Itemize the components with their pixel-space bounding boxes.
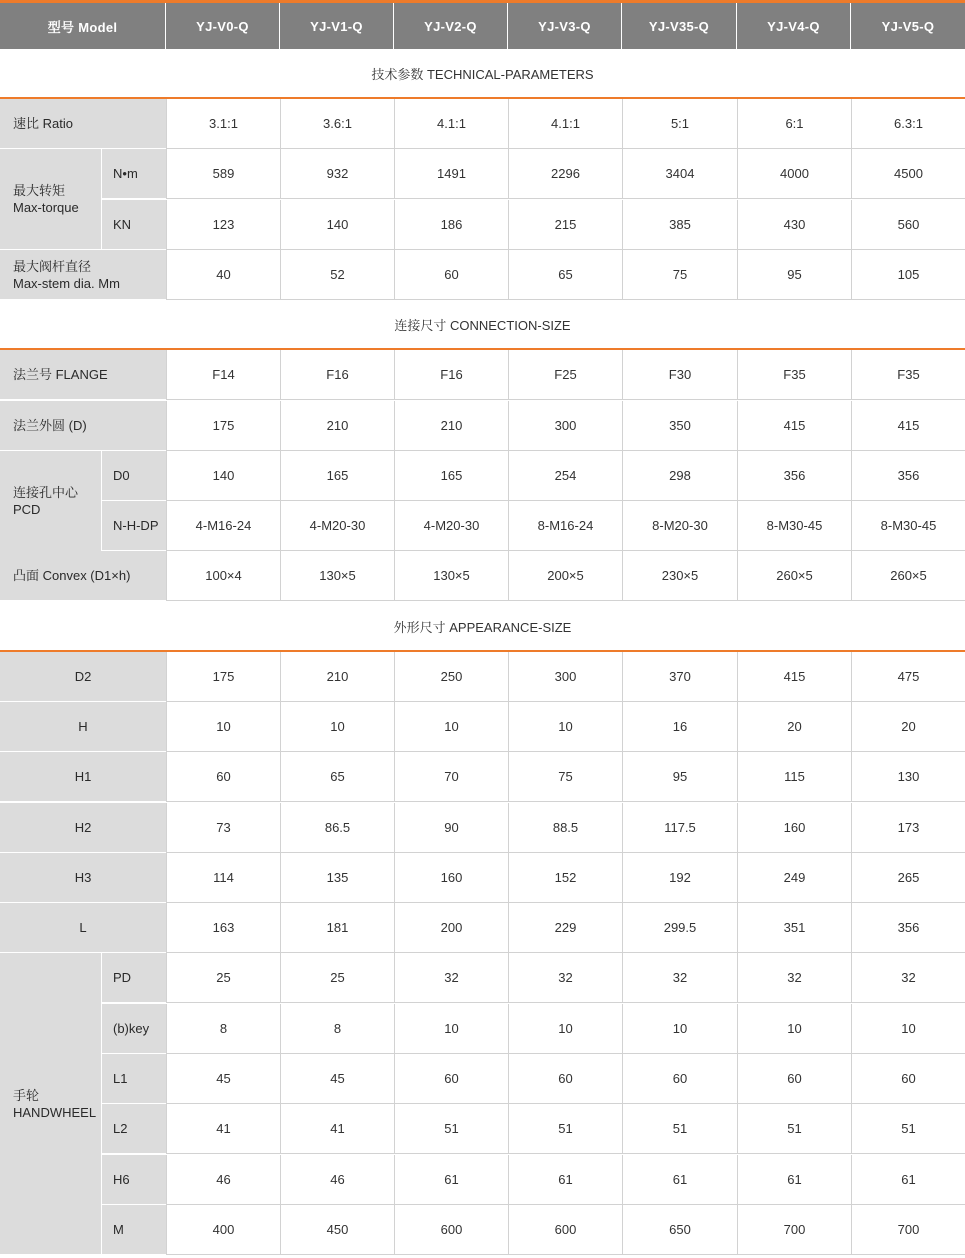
row-label-text: 速比 Ratio	[13, 116, 73, 131]
value-cell: 32	[394, 953, 508, 1003]
row-label-text: 法兰外圆 (D)	[13, 418, 87, 433]
value-cell: 8	[280, 1004, 394, 1054]
model-header: YJ-V5-Q	[851, 3, 965, 49]
value-cell: 173	[851, 803, 965, 853]
value-cell: 41	[166, 1104, 280, 1154]
row-label-text: 手轮	[13, 1087, 40, 1103]
value-cell: 46	[280, 1155, 394, 1205]
value-cell: 298	[622, 451, 737, 501]
value-cell: 32	[851, 953, 965, 1003]
row-label	[0, 752, 166, 802]
value-cell: 10	[166, 702, 280, 752]
model-header: YJ-V1-Q	[280, 3, 394, 49]
value-cell: 4-M20-30	[394, 501, 508, 551]
value-cell: 186	[394, 200, 508, 250]
value-cell: 4.1:1	[508, 99, 622, 149]
value-cell: 75	[622, 250, 737, 300]
value-cell: 650	[622, 1205, 737, 1255]
value-cell: 356	[851, 903, 965, 953]
value-cell: 356	[851, 451, 965, 501]
value-cell: 46	[166, 1155, 280, 1205]
value-cell: F30	[622, 350, 737, 400]
value-cell: 5:1	[622, 99, 737, 149]
row-sublabel: M	[101, 1205, 166, 1255]
value-cell: 249	[737, 853, 851, 903]
row-label-text: 法兰号 FLANGE	[13, 367, 108, 382]
value-cell: 250	[394, 652, 508, 702]
value-cell: 1491	[394, 149, 508, 199]
row-label	[0, 149, 101, 250]
value-cell: 210	[394, 401, 508, 451]
value-cell: 175	[166, 401, 280, 451]
row-label	[0, 853, 166, 903]
value-cell: 75	[508, 752, 622, 802]
value-cell: 95	[737, 250, 851, 300]
row-sublabel: L2	[101, 1104, 166, 1154]
value-cell: F35	[851, 350, 965, 400]
value-cell: 60	[508, 1054, 622, 1104]
row-label-text: 连接孔中心	[13, 485, 79, 500]
value-cell: 152	[508, 853, 622, 903]
value-cell: 350	[622, 401, 737, 451]
value-cell: 45	[166, 1054, 280, 1104]
row-label-text: 凸面 Convex (D1×h)	[13, 568, 131, 583]
value-cell: 254	[508, 451, 622, 501]
value-cell: F14	[166, 350, 280, 400]
row-label	[0, 250, 166, 300]
value-cell: 10	[280, 702, 394, 752]
value-cell: 32	[622, 953, 737, 1003]
value-cell: 8-M30-45	[737, 501, 851, 551]
section-title: 技术参数 TECHNICAL-PARAMETERS	[0, 49, 965, 97]
row-label-text: 最大阀杆直径	[13, 258, 92, 274]
value-cell: 70	[394, 752, 508, 802]
section-title: 连接尺寸 CONNECTION-SIZE	[0, 300, 965, 348]
value-cell: 51	[851, 1104, 965, 1154]
value-cell: 356	[737, 451, 851, 501]
row-label	[0, 99, 166, 149]
value-cell: 51	[394, 1104, 508, 1154]
value-cell: 8-M16-24	[508, 501, 622, 551]
value-cell: 61	[394, 1155, 508, 1205]
value-cell: 400	[166, 1205, 280, 1255]
row-label-text: H3	[74, 870, 92, 885]
row-sublabel: PD	[101, 953, 166, 1003]
model-header: YJ-V0-Q	[166, 3, 280, 49]
value-cell: 415	[737, 652, 851, 702]
value-cell: 300	[508, 652, 622, 702]
value-cell: 20	[737, 702, 851, 752]
value-cell: 25	[166, 953, 280, 1003]
section-title: 外形尺寸 APPEARANCE-SIZE	[0, 602, 965, 650]
value-cell: 61	[622, 1155, 737, 1205]
value-cell: 200×5	[508, 551, 622, 601]
value-cell: 117.5	[622, 803, 737, 853]
value-cell: 140	[166, 451, 280, 501]
row-sublabel: L1	[101, 1054, 166, 1104]
value-cell: 100×4	[166, 551, 280, 601]
value-cell: 10	[394, 702, 508, 752]
value-cell: 3404	[622, 149, 737, 199]
row-label-text: PCD	[13, 502, 41, 517]
value-cell: 450	[280, 1205, 394, 1255]
value-cell: 51	[508, 1104, 622, 1154]
value-cell: 61	[737, 1155, 851, 1205]
value-cell: 60	[394, 1054, 508, 1104]
value-cell: 700	[737, 1205, 851, 1255]
value-cell: 475	[851, 652, 965, 702]
value-cell: 210	[280, 401, 394, 451]
value-cell: 20	[851, 702, 965, 752]
value-cell: 6.3:1	[851, 99, 965, 149]
value-cell: 8-M20-30	[622, 501, 737, 551]
model-header: YJ-V35-Q	[622, 3, 737, 49]
row-label	[0, 451, 101, 552]
row-label-text: 最大转矩	[13, 183, 66, 198]
row-label	[0, 953, 101, 1255]
row-sublabel: H6	[101, 1155, 166, 1205]
row-sublabel: N-H-DP	[101, 501, 166, 551]
value-cell: 10	[737, 1004, 851, 1054]
row-sublabel: (b)key	[101, 1004, 166, 1054]
value-cell: 181	[280, 903, 394, 953]
value-cell: 88.5	[508, 803, 622, 853]
value-cell: 51	[622, 1104, 737, 1154]
value-cell: 600	[394, 1205, 508, 1255]
value-cell: 130	[851, 752, 965, 802]
value-cell: 700	[851, 1205, 965, 1255]
value-cell: 370	[622, 652, 737, 702]
value-cell: 4.1:1	[394, 99, 508, 149]
value-cell: 10	[508, 1004, 622, 1054]
value-cell: 415	[851, 401, 965, 451]
value-cell: F35	[737, 350, 851, 400]
value-cell: 6:1	[737, 99, 851, 149]
row-label	[0, 652, 166, 702]
value-cell: 61	[508, 1155, 622, 1205]
value-cell: 560	[851, 200, 965, 250]
row-sublabel: KN	[101, 200, 166, 250]
value-cell: 415	[737, 401, 851, 451]
value-cell: 8	[166, 1004, 280, 1054]
value-cell: 8-M30-45	[851, 501, 965, 551]
row-label-text: H	[78, 719, 88, 734]
value-cell: 2296	[508, 149, 622, 199]
value-cell: 4000	[737, 149, 851, 199]
value-cell: 265	[851, 853, 965, 903]
row-label	[0, 903, 166, 953]
value-cell: 589	[166, 149, 280, 199]
value-cell: 52	[280, 250, 394, 300]
value-cell: 160	[394, 853, 508, 903]
value-cell: 4-M20-30	[280, 501, 394, 551]
value-cell: 140	[280, 200, 394, 250]
value-cell: 114	[166, 853, 280, 903]
model-header-label: 型号 Model	[0, 3, 166, 49]
value-cell: 65	[508, 250, 622, 300]
value-cell: 130×5	[280, 551, 394, 601]
value-cell: 192	[622, 853, 737, 903]
value-cell: 130×5	[394, 551, 508, 601]
value-cell: 200	[394, 903, 508, 953]
value-cell: 123	[166, 200, 280, 250]
value-cell: 135	[280, 853, 394, 903]
row-sublabel: N•m	[101, 149, 166, 199]
value-cell: 230×5	[622, 551, 737, 601]
value-cell: 932	[280, 149, 394, 199]
value-cell: 32	[737, 953, 851, 1003]
value-cell: 4500	[851, 149, 965, 199]
value-cell: F25	[508, 350, 622, 400]
value-cell: F16	[280, 350, 394, 400]
row-label	[0, 702, 166, 752]
value-cell: 3.6:1	[280, 99, 394, 149]
value-cell: 260×5	[737, 551, 851, 601]
value-cell: 115	[737, 752, 851, 802]
row-label-text: Max-torque	[13, 200, 79, 215]
value-cell: 10	[622, 1004, 737, 1054]
value-cell: 385	[622, 200, 737, 250]
value-cell: 165	[280, 451, 394, 501]
value-cell: 60	[851, 1054, 965, 1104]
value-cell: 73	[166, 803, 280, 853]
value-cell: 41	[280, 1104, 394, 1154]
row-sublabel: D0	[101, 451, 166, 501]
value-cell: F16	[394, 350, 508, 400]
value-cell: 215	[508, 200, 622, 250]
row-label-text: Max-stem dia. Mm	[13, 275, 120, 291]
value-cell: 229	[508, 903, 622, 953]
value-cell: 10	[394, 1004, 508, 1054]
value-cell: 260×5	[851, 551, 965, 601]
value-cell: 40	[166, 250, 280, 300]
model-header: YJ-V4-Q	[737, 3, 851, 49]
value-cell: 90	[394, 803, 508, 853]
value-cell: 600	[508, 1205, 622, 1255]
value-cell: 3.1:1	[166, 99, 280, 149]
row-label-text: HANDWHEEL	[13, 1104, 97, 1120]
value-cell: 210	[280, 652, 394, 702]
value-cell: 105	[851, 250, 965, 300]
model-header: YJ-V3-Q	[508, 3, 622, 49]
value-cell: 25	[280, 953, 394, 1003]
value-cell: 60	[737, 1054, 851, 1104]
row-label	[0, 401, 166, 451]
value-cell: 60	[394, 250, 508, 300]
row-label-text: D2	[74, 669, 92, 684]
value-cell: 32	[508, 953, 622, 1003]
value-cell: 351	[737, 903, 851, 953]
value-cell: 10	[851, 1004, 965, 1054]
value-cell: 86.5	[280, 803, 394, 853]
row-label	[0, 350, 166, 400]
value-cell: 95	[622, 752, 737, 802]
value-cell: 175	[166, 652, 280, 702]
value-cell: 430	[737, 200, 851, 250]
row-label-text: L	[79, 920, 87, 935]
value-cell: 16	[622, 702, 737, 752]
value-cell: 165	[394, 451, 508, 501]
value-cell: 60	[622, 1054, 737, 1104]
value-cell: 160	[737, 803, 851, 853]
value-cell: 61	[851, 1155, 965, 1205]
value-cell: 51	[737, 1104, 851, 1154]
value-cell: 300	[508, 401, 622, 451]
row-label	[0, 803, 166, 853]
value-cell: 45	[280, 1054, 394, 1104]
value-cell: 4-M16-24	[166, 501, 280, 551]
value-cell: 163	[166, 903, 280, 953]
model-header: YJ-V2-Q	[394, 3, 508, 49]
value-cell: 65	[280, 752, 394, 802]
row-label-text: H1	[74, 769, 92, 784]
value-cell: 10	[508, 702, 622, 752]
row-label-text: H2	[74, 820, 92, 835]
row-label	[0, 551, 166, 601]
value-cell: 299.5	[622, 903, 737, 953]
value-cell: 60	[166, 752, 280, 802]
